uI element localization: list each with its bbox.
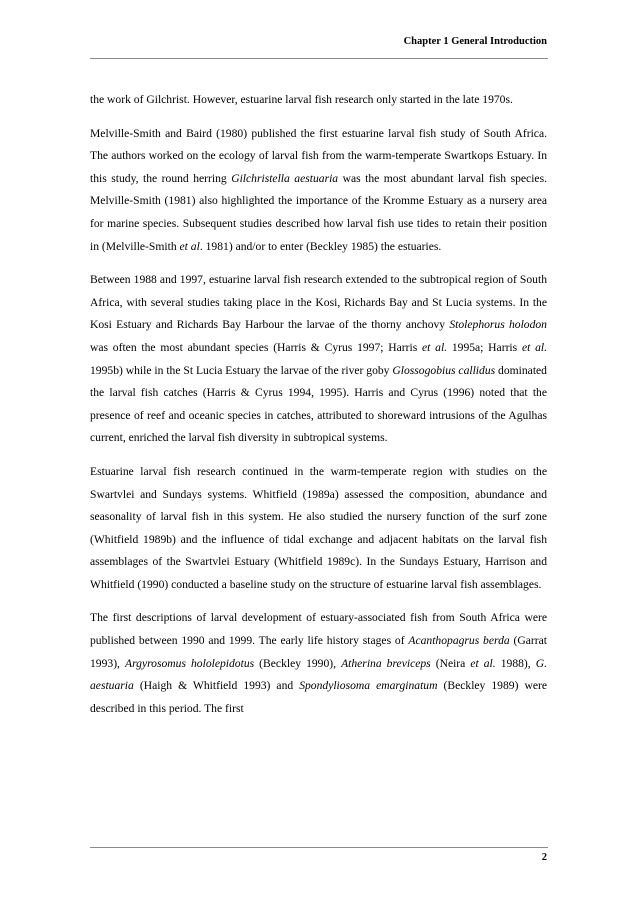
text-run: was the most abundant larval fish species. Melville-Smith (1981) also highlighted the importance of the Kromme Estuary as a nursery area for marine species. Subsequent studies described how larval fish use tides to retain their position in (Melville-Smith [90,171,547,253]
text-run: Between 1988 and 1997, estuarine larval fish research extended to the subtropical region of South Africa, with several studies taking place in the Kosi, Richards Bay and St Lucia systems. In the Kosi Estuary and Richards Bay Harbour the larvae of the thorny anchovy [90,273,547,332]
paragraph [90,123,547,259]
paragraph [90,461,547,597]
header-divider [90,58,548,59]
body-text [90,89,547,731]
text-run: (Beckley 1990), [254,656,342,670]
text-run: was often the most abundant species (Harris & Cyrus 1997; Harris [90,340,423,354]
italic-term: et al. [470,656,496,670]
text-run: 1995a; Harris [447,340,522,354]
italic-term: Acanthopagrus berda [408,634,510,648]
paragraph [90,89,547,112]
italic-term: Stolephorus holodon [449,318,547,332]
text-run: (Haigh & Whitfield 1993) and [133,679,300,693]
paragraph [90,607,547,720]
text-run: the work of Gilchrist. However, estuarine larval fish research only started in the late 1970s. [90,93,513,106]
text-run: . 1981) and/or to enter (Beckley 1985) the estuaries. [199,239,442,253]
text-run: Melville-Smith and Baird (1980) published the first estuarine larval fish study of South Africa. The authors worked on the ecology of larval fish from the warm-temperate Swartkops Estuary. In this study, the round herring [90,126,547,185]
page-number: 2 [541,852,547,863]
italic-term: et al. [422,340,448,354]
italic-term: Gilchristella aestuaria [231,171,339,185]
italic-term: et al. [521,340,547,354]
text-run: The first descriptions of larval development of estuary-associated fish from South Africa were published between 1990 and 1999. The early life history stages of [90,611,547,648]
text-run: (Beckley 1989) were described in this period. The first [90,679,547,715]
paragraph [90,269,547,450]
italic-term: Spondyliosoma emarginatum [299,679,438,693]
italic-term: G. aestuaria [90,656,547,693]
text-run: 1988), [495,656,536,670]
text-run: 1995b) while in the St Lucia Estuary the larvae of the river goby [90,363,393,377]
italic-term: Atherina breviceps [341,656,431,670]
italic-term: Glossogobius callidus [392,363,496,377]
footer-divider [90,847,548,848]
text-run: Estuarine larval fish research continued in the warm-temperate region with studies on the Swartvlei and Sundays systems. Whitfield (1989a) assessed the composition, abundance and seasonality of larval fish in this system. He also studied the nursery function of the surf zone (Whitfield 1989b) and the influence of tidal exchange and adjacent habitats on the larval fish assemblages of the Swartvlei Estuary (Whitfield 1989c). In the Sundays Estuary, Harrison and Whitfield (1990) conducted a baseline study on the structure of estuarine larval fish assemblages. [90,464,547,591]
italic-term: Argyrosomus hololepidotus [125,656,255,670]
italic-term: et al [179,239,200,253]
running-header: Chapter 1 General Introduction [403,36,547,47]
text-run: (Neira [430,656,471,670]
text-run: (Garrat 1993), [90,634,547,670]
text-run: dominated the larval fish catches (Harris & Cyrus 1994, 1995). Harris and Cyrus (1996) noted that the presence of reef and oceanic species in catches, attributed to shoreward intrusions of the Agulhas current, enriched the larval fish diversity in subtropical systems. [90,363,547,445]
